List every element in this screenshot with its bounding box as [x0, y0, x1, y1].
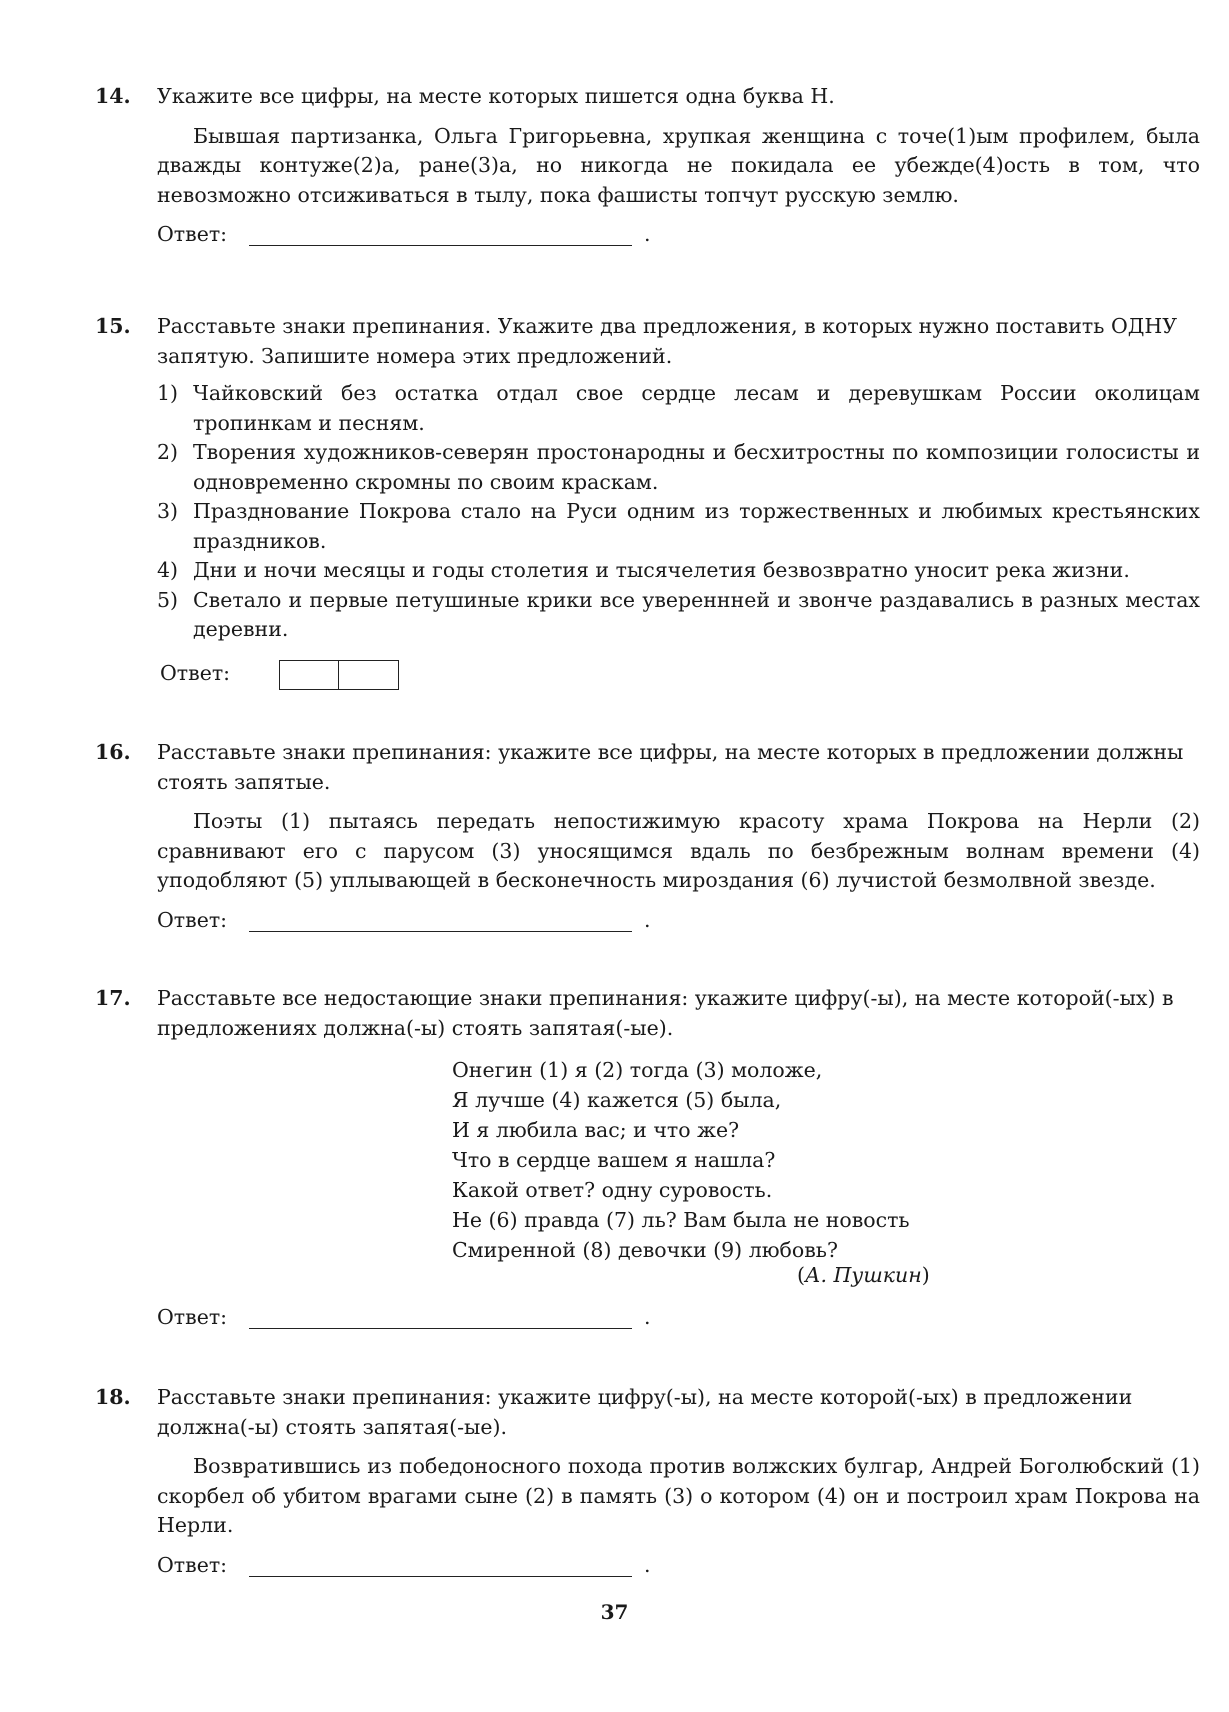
task-text: Поэты (1) пытаясь передать непостижимую красоту храма Покрова на Нерли (2) сравнивают его с парусом (3) уносящимся вдаль по безбрежным волнам времени (4) уподобляют (5) уплывающей в бесконечность мироздания (6) лучистой безмолвной звезде.: [157, 809, 1200, 892]
answer-label: Ответ:: [157, 222, 228, 246]
task-16: [95, 738, 1200, 940]
list-item-text: Празднование Покрова стало на Руси одним из торжественных и любимых крестьянских праздников.: [193, 499, 1200, 553]
answer-row: [157, 220, 1200, 254]
answer-period: .: [644, 907, 651, 932]
task-14: [95, 82, 1200, 254]
list-item-number: 5): [157, 587, 179, 612]
task-number: 18.: [95, 1385, 131, 1409]
answer-period: .: [644, 222, 651, 246]
answer-line[interactable]: [249, 1576, 632, 1577]
answer-box-1[interactable]: [279, 660, 339, 690]
answer-period: .: [644, 1305, 651, 1329]
list-item: [157, 497, 1200, 556]
list-item-number: 4): [157, 558, 179, 582]
answer-line[interactable]: [249, 1328, 632, 1329]
task-17-answer: [95, 1303, 1200, 1337]
poem-line: Не (6) правда (7) ль? Вам была не новость: [452, 1208, 910, 1232]
task-text: Бывшая партизанка, Ольга Григорьевна, хрупкая женщина с точе(1)ым профилем, была дважды контуже(2)а, ране(3)а, но никогда не покидала ее убежде(4)ость в том, что невозможно отсиживаться в тылу, пока фашисты топчут русскую землю.: [157, 123, 1200, 207]
answer-row: [157, 1551, 1200, 1585]
page-number: 37: [600, 1600, 629, 1624]
task-number: 17.: [95, 986, 131, 1010]
task-question: Расставьте все недостающие знаки препинания: укажите цифру(-ы), на месте которой(-ых) в предложениях должна(-ы) стоять запятая(-ые).: [157, 986, 1174, 1040]
list-item: [157, 586, 1200, 645]
answer-line[interactable]: [249, 931, 632, 932]
poem-line: Какой ответ? одну суровость.: [452, 1178, 773, 1202]
poem-author: (А. Пушкин): [797, 1263, 930, 1287]
answer-period: .: [644, 1552, 651, 1577]
list-item-text: Дни и ночи месяцы и годы столетия и тысячелетия безвозвратно уносит река жизни.: [193, 558, 1130, 582]
list-item-number: 3): [157, 499, 179, 523]
answer-row: [157, 659, 1200, 693]
task-question: Укажите все цифры, на месте которых пишется одна буква Н.: [157, 84, 835, 108]
list-item: [157, 438, 1200, 497]
task-question: Расставьте знаки препинания. Укажите два предложения, в которых нужно поставить ОДНУ запятую. Запишите номера этих предложений.: [157, 314, 1178, 368]
task-text: Возвратившись из победоносного похода против волжских булгар, Андрей Боголюбский (1) скорбел об убитом врагами сыне (2) в память (3) о котором (4) он и построил храм Покрова на Нерли.: [157, 1454, 1200, 1537]
answer-row: [157, 906, 1200, 940]
task-number: 14.: [95, 84, 131, 108]
list-item-number: 1): [157, 381, 179, 405]
task-question: Расставьте знаки препинания: укажите все цифры, на месте которых в предложении должны стоять запятые.: [157, 740, 1184, 794]
answer-label: Ответ:: [157, 907, 228, 932]
answer-row: [157, 1303, 1200, 1337]
answer-box-2[interactable]: [339, 660, 399, 690]
list-item-text: Чайковский без остатка отдал свое сердце лесам и деревушкам России околицам тропинкам и песням.: [193, 381, 1200, 435]
poem: [452, 1055, 910, 1265]
list-item: [157, 556, 1200, 586]
poem-line: Онегин (1) я (2) тогда (3) моложе,: [452, 1058, 823, 1082]
answer-line[interactable]: [249, 245, 632, 246]
task-question: Расставьте знаки препинания: укажите цифру(-ы), на месте которой(-ых) в предложении должна(-ы) стоять запятая(-ые).: [157, 1385, 1133, 1439]
task-15: [95, 312, 1200, 693]
list-item-text: Творения художников-северян простонародны и бесхитростны по композиции голосисты и одновременно скромны по своим краскам.: [193, 440, 1200, 494]
task-18: [95, 1383, 1200, 1585]
task-17: [95, 984, 1200, 1043]
answer-label: Ответ:: [160, 660, 231, 685]
list-item-text: Светало и первые петушиные крики все увереннней и звонче раздавались в разных местах деревни.: [193, 587, 1200, 641]
poem-line: Я лучше (4) кажется (5) была,: [452, 1088, 782, 1112]
task-number: 16.: [95, 740, 131, 764]
answer-boxes: [279, 660, 399, 690]
sentence-list: [157, 379, 1200, 645]
answer-label: Ответ:: [157, 1305, 228, 1329]
poem-author-name: А. Пушкин: [805, 1263, 922, 1287]
list-item-number: 2): [157, 440, 179, 464]
list-item: [157, 379, 1200, 438]
poem-line: И я любила вас; и что же?: [452, 1118, 740, 1142]
task-number: 15.: [95, 314, 131, 338]
poem-line: Смиренной (8) девочки (9) любовь?: [452, 1238, 838, 1262]
answer-label: Ответ:: [157, 1552, 228, 1577]
poem-line: Что в сердце вашем я нашла?: [452, 1148, 776, 1172]
